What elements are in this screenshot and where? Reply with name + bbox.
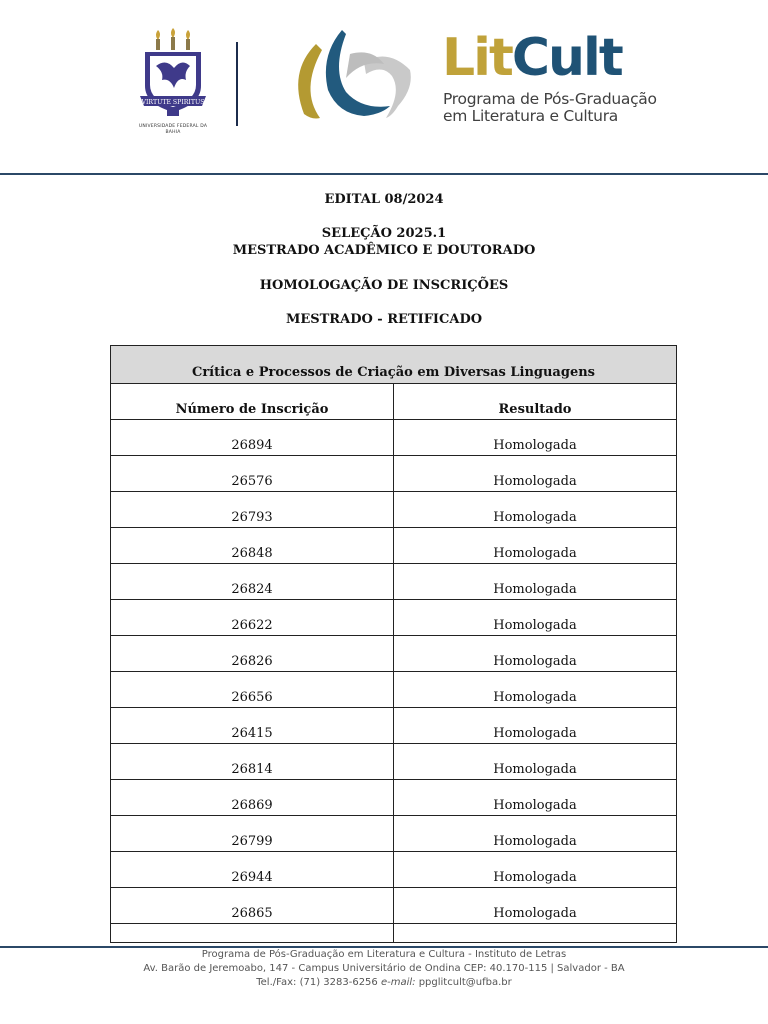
- group-title: Crítica e Processos de Criação em Diversas Linguagens: [111, 346, 677, 384]
- footer-phone: Tel./Fax: (71) 3283-6256: [256, 977, 381, 988]
- table-row: [111, 816, 677, 852]
- brand-cult: Cult: [511, 28, 622, 88]
- table-row: [111, 564, 677, 600]
- table-row: [111, 888, 677, 924]
- table-row: [111, 780, 677, 816]
- footer-email-label: e-mail:: [380, 977, 416, 988]
- inscricao-number: 26799: [111, 816, 394, 852]
- header-rule: [0, 173, 768, 175]
- table-row: [111, 672, 677, 708]
- column-numero: Número de Inscrição: [111, 384, 394, 420]
- nivel-title: MESTRADO - RETIFICADO: [285, 312, 483, 327]
- footer-email[interactable]: ppglitcult@ufba.br: [415, 977, 512, 988]
- result-status: Homologada: [394, 744, 677, 780]
- result-status: Homologada: [394, 636, 677, 672]
- brand-lit: Lit: [442, 28, 512, 88]
- footer-line-1: Programa de Pós-Graduação em Literatura e Cultura - Instituto de Letras: [201, 949, 567, 960]
- table-row: [111, 636, 677, 672]
- result-status: Homologada: [394, 672, 677, 708]
- assunto-title: HOMOLOGAÇÃO DE INSCRIÇÕES: [259, 278, 509, 293]
- result-status: Homologada: [394, 600, 677, 636]
- result-status: Homologada: [394, 816, 677, 852]
- inscricao-number: 26848: [111, 528, 394, 564]
- table-row: [111, 744, 677, 780]
- table-row: [111, 708, 677, 744]
- inscricao-number: 26865: [111, 888, 394, 924]
- inscricao-number: 26576: [111, 456, 394, 492]
- result-status: Homologada: [394, 528, 677, 564]
- result-status: Homologada: [394, 888, 677, 924]
- ufba-motto: VIRTUTE SPIRITUS: [141, 99, 205, 106]
- litcult-wordmark: [442, 26, 622, 90]
- inscricao-number: 26793: [111, 492, 394, 528]
- column-resultado: Resultado: [394, 384, 677, 420]
- inscricao-number: 26944: [111, 852, 394, 888]
- table-row: [111, 852, 677, 888]
- result-status: Homologada: [394, 564, 677, 600]
- inscricao-number: 26826: [111, 636, 394, 672]
- tagline-line-2: em Literatura e Cultura: [443, 107, 618, 125]
- result-status: Homologada: [394, 492, 677, 528]
- litcult-swoosh-icon: [286, 28, 416, 124]
- result-status: Homologada: [394, 852, 677, 888]
- footer-line-2: Av. Barão de Jeremoabo, 147 - Campus Universitário de Ondina CEP: 40.170-115 | Salvador - BA: [143, 963, 625, 974]
- inscricao-number: 26622: [111, 600, 394, 636]
- table-body: [111, 420, 677, 943]
- result-status: Homologada: [394, 420, 677, 456]
- results-table: [110, 345, 677, 943]
- inscricao-number: 26869: [111, 780, 394, 816]
- result-status: Homologada: [394, 456, 677, 492]
- brand-tagline: [443, 91, 657, 125]
- table-row: [111, 456, 677, 492]
- table-row-empty: [111, 924, 677, 943]
- edital-title: EDITAL 08/2024: [324, 192, 444, 207]
- inscricao-number: 26415: [111, 708, 394, 744]
- empty-cell: [111, 924, 394, 943]
- result-status: Homologada: [394, 780, 677, 816]
- inscricao-number: 26824: [111, 564, 394, 600]
- empty-cell: [394, 924, 677, 943]
- ufba-crest-icon: [136, 26, 210, 126]
- inscricao-number: 26894: [111, 420, 394, 456]
- logo-divider: [236, 42, 238, 126]
- selecao-title: SELEÇÃO 2025.1: [321, 226, 447, 241]
- ufba-caption: UNIVERSIDADE FEDERAL DA BAHIA: [138, 124, 208, 135]
- table-column-header: [111, 384, 677, 420]
- inscricao-number: 26814: [111, 744, 394, 780]
- table-group-header: [111, 346, 677, 384]
- table-row: [111, 600, 677, 636]
- tagline-line-1: Programa de Pós-Graduação: [443, 90, 657, 108]
- programa-title: MESTRADO ACADÊMICO E DOUTORADO: [232, 243, 536, 258]
- table-row: [111, 528, 677, 564]
- inscricao-number: 26656: [111, 672, 394, 708]
- table-row: [111, 420, 677, 456]
- result-status: Homologada: [394, 708, 677, 744]
- table-row: [111, 492, 677, 528]
- footer-line-3: [0, 976, 768, 990]
